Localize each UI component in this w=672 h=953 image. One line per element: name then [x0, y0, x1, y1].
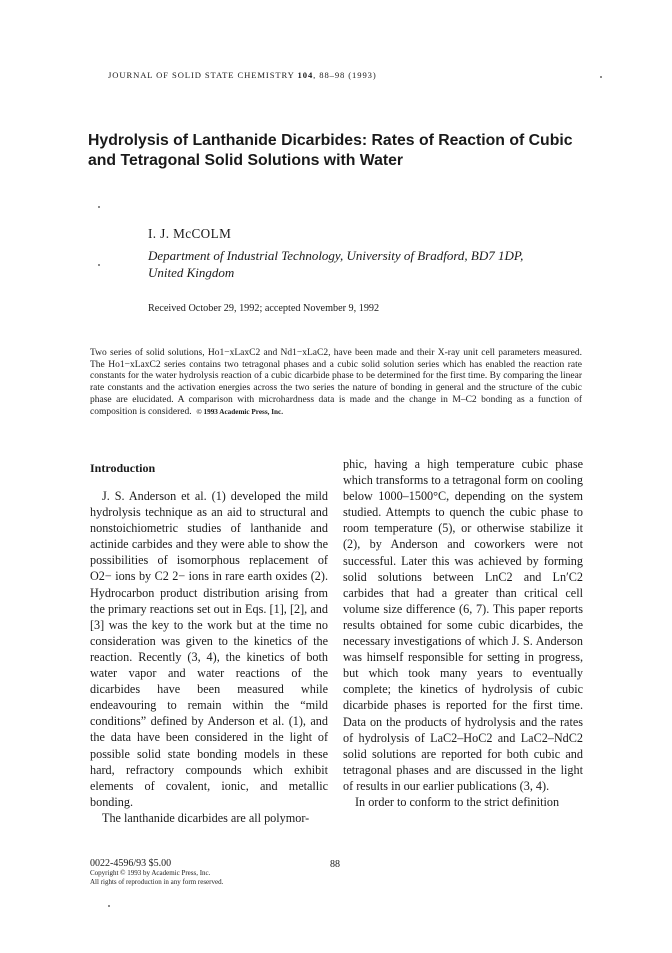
issn-code: 0022-4596/93 $5.00 — [90, 858, 172, 869]
abstract-text: Two series of solid solutions, Ho1−xLaxC2 and Nd1−xLaC2, have been made and their X-ray unit cell parameters measured. The Ho1−xLaxC2 series contains two tetragonal phases and a cubic solid solution series which has enabled the reaction rate constants for the water hydrolysis reaction of a cubic dicarbide phase to be determined for the first time. By comparing the linear rate constants and the activation energies across the two series the nature of bonding in general and the structure of the cubic phase are elucidated. A comparison with microhardness data is made and the change in M–C2 bonding as a function of composition is considered. — [90, 348, 582, 417]
abstract-copyright: © 1993 Academic Press, Inc. — [196, 407, 284, 416]
speck — [108, 905, 110, 907]
abstract — [90, 348, 582, 418]
journal-volume: 104 — [297, 70, 314, 80]
left-column — [90, 488, 328, 826]
footer-copyright: Copyright © 1993 by Academic Press, Inc. — [90, 869, 211, 877]
journal-name: JOURNAL OF SOLID STATE CHEMISTRY — [108, 70, 295, 80]
paragraph: The lanthanide dicarbides are all polymor- — [102, 810, 310, 825]
section-heading: Introduction — [90, 461, 156, 475]
paragraph: J. S. Anderson et al. (1) developed the mild hydrolysis technique as an aid to structural and nonstoichiometric studies of lanthanide and actinide carbides and they were able to show the possibilities of isomorphous replacement of O2− ions by C2 2− ions in rare earth oxides (2). Hydrocarbon product distribution arising from the primary reactions set out in Eqs. [1], [2], and [3] was the key to the work but at the time no consideration was given to the kinetics of the reaction. Recently (3, 4), the kinetics of both water vapor and water reactions of the dicarbides have been measured while endeavouring to remain within the “mild conditions” defined by Anderson et al. (1), and the data have been considered in the light of possible solid state bonding models in these hard, refractory compounds which exhibit elements of covalent, ionic, and metallic bonding. — [90, 489, 328, 809]
title-line: and Tetragonal Solid Solutions with Water — [88, 152, 404, 169]
journal-pages: 88–98 (1993) — [319, 70, 377, 80]
journal-header: JOURNAL OF SOLID STATE CHEMISTRY 104, 88–98 (1993) — [108, 70, 377, 80]
footer-rights: All rights of reproduction in any form reserved. — [90, 878, 224, 886]
speck — [600, 76, 602, 78]
footer-block — [90, 858, 223, 887]
speck — [98, 206, 100, 208]
received-dates: Received October 29, 1992; accepted November 9, 1992 — [148, 303, 380, 314]
right-column — [343, 456, 583, 810]
affiliation-line: United Kingdom — [148, 265, 235, 280]
page-number: 88 — [330, 859, 340, 870]
author-name: I. J. McCOLM — [148, 226, 232, 241]
speck — [98, 264, 100, 266]
affiliation — [148, 247, 598, 281]
affiliation-line: Department of Industrial Technology, University of Bradford, BD7 1DP, — [148, 248, 524, 263]
paper-title — [88, 131, 588, 171]
title-line: Hydrolysis of Lanthanide Dicarbides: Rates of Reaction of Cubic — [88, 132, 573, 149]
paragraph: In order to conform to the strict definition — [355, 794, 560, 809]
paragraph: phic, having a high temperature cubic phase which transforms to a tetragonal form on cooling below 1000–1500°C, depending on the system studied. Attempts to quench the cubic phase to room temperature (5), or otherwise stabilize it (2), by Anderson and coworkers were not successful. Later this was achieved by forming solid solutions between LnC2 and Ln′C2 carbides that had a greater than critical cell volume size difference (6, 7). This paper reports results obtained for some cubic dicarbides, the necessary investigations of which J. S. Anderson was himself responsible for setting in progress, but which took many years to eventually complete; the kinetics of hydrolysis of cubic dicarbide phases is reported for the first time. Data on the products of hydrolysis and the rates of hydrolysis of LaC2–HoC2 and LaC2–NdC2 solid solutions are reported for both cubic and tetragonal phases and are discussed in the light of results in our earlier publications (3, 4). — [343, 457, 583, 793]
